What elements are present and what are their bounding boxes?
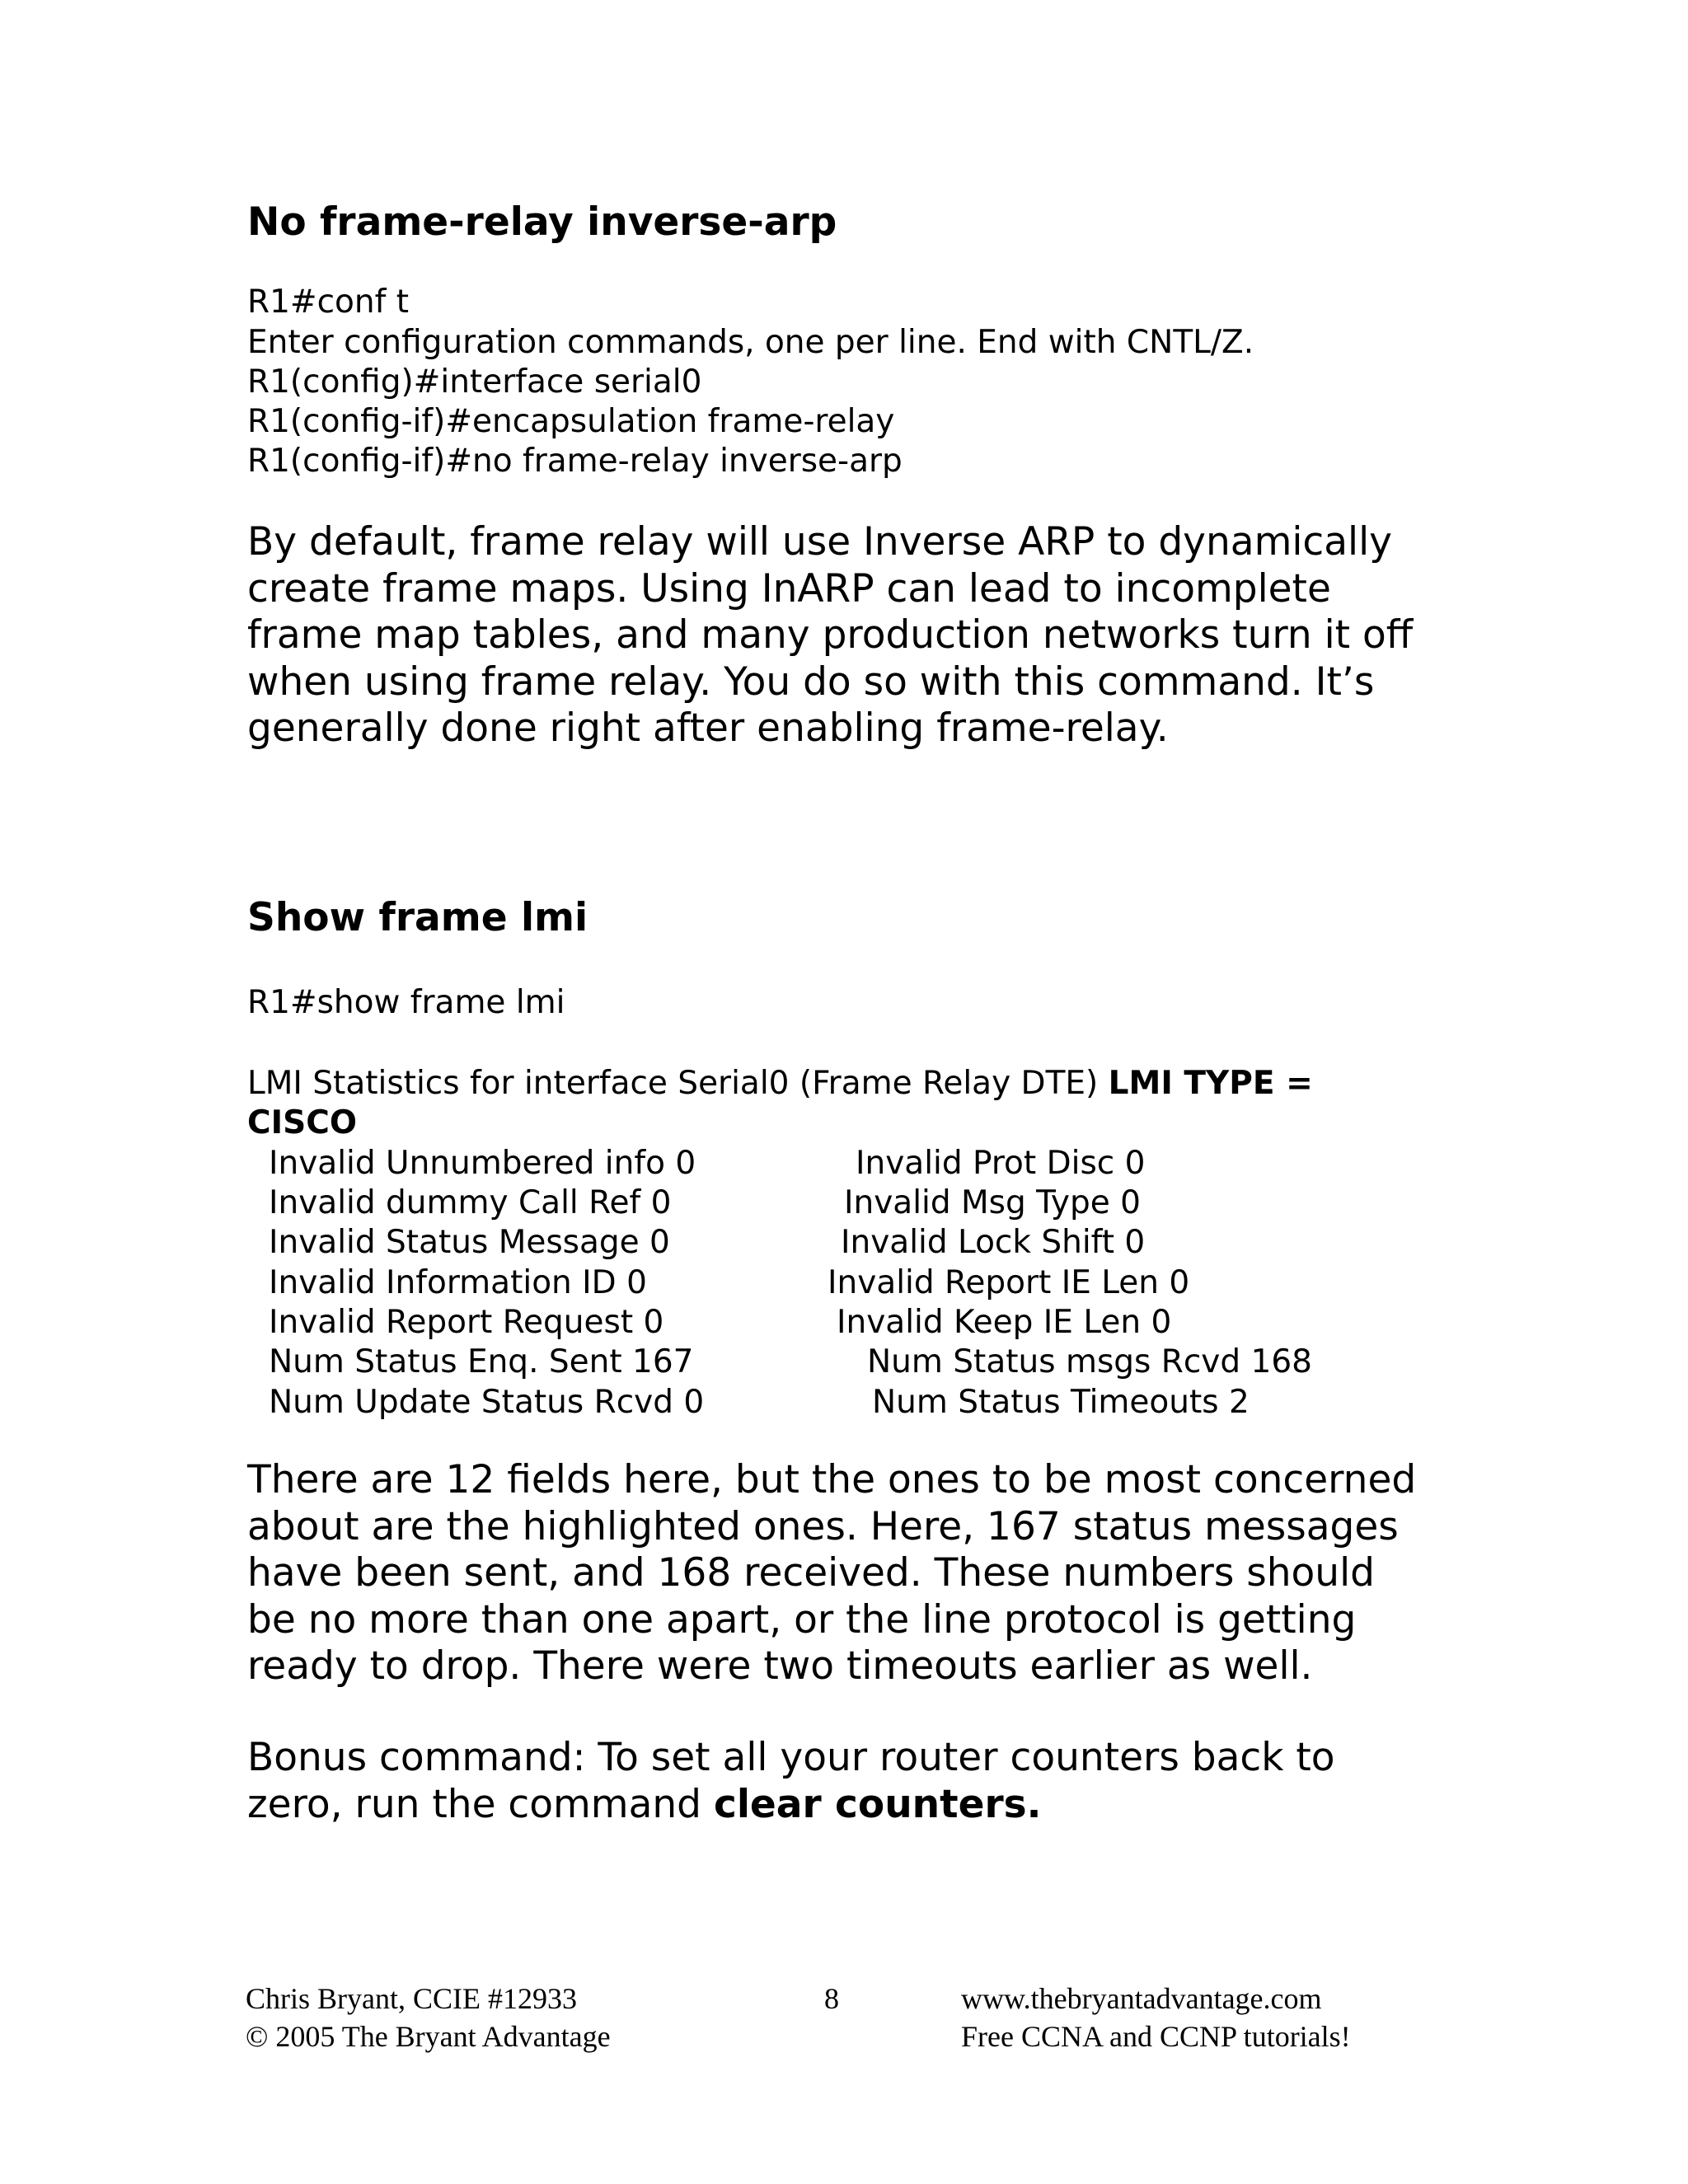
code-line: R1(config)#interface serial0 xyxy=(247,363,702,401)
code-line: R1(config-if)#encapsulation frame-relay xyxy=(247,403,895,440)
footer-author: Chris Bryant, CCIE #12933 xyxy=(246,1982,577,2015)
stat-right: Num Status msgs Rcvd 168 xyxy=(867,1343,1312,1380)
stat-right: Num Status Timeouts 2 xyxy=(872,1384,1250,1421)
paragraph-line: By default, frame relay will use Inverse ARP to dynamically xyxy=(247,519,1392,565)
footer-website: www.thebryantadvantage.com xyxy=(961,1982,1322,2015)
paragraph-line: There are 12 fields here, but the ones to be most concerned xyxy=(247,1457,1417,1502)
code-line: R1#conf t xyxy=(247,284,410,321)
code-line: Enter configuration commands, one per line. End with CNTL/Z. xyxy=(247,324,1254,361)
stat-left: Invalid Report Request 0 xyxy=(269,1304,664,1341)
stat-left: Num Status Enq. Sent 167 xyxy=(269,1343,694,1380)
stat-right: Invalid Msg Type 0 xyxy=(844,1184,1141,1221)
footer-copyright: © 2005 The Bryant Advantage xyxy=(246,2020,611,2053)
stat-right: Invalid Keep IE Len 0 xyxy=(837,1304,1172,1341)
stat-left: Num Update Status Rcvd 0 xyxy=(269,1384,705,1421)
stats-title xyxy=(247,1063,1313,1104)
stat-left: Invalid Information ID 0 xyxy=(269,1264,647,1301)
paragraph-line: ready to drop. There were two timeouts earlier as well. xyxy=(247,1643,1313,1689)
paragraph-line xyxy=(247,1782,1451,1829)
stats-title-lmi-type: LMI TYPE = xyxy=(1108,1065,1313,1102)
footer-page-number: 8 xyxy=(824,1982,839,2015)
footer-tagline: Free CCNA and CCNP tutorials! xyxy=(961,2020,1351,2053)
stat-right: Invalid Report IE Len 0 xyxy=(828,1264,1190,1301)
paragraph-line: have been sent, and 168 received. These numbers should xyxy=(247,1550,1375,1596)
paragraph-line: frame map tables, and many production networks turn it off xyxy=(247,612,1414,658)
bonus-command: clear counters. xyxy=(713,1781,1042,1827)
paragraph-line: about are the highlighted ones. Here, 167 status messages xyxy=(247,1503,1399,1549)
stat-left: Invalid dummy Call Ref 0 xyxy=(269,1184,672,1221)
stat-left: Invalid Status Message 0 xyxy=(269,1224,670,1261)
stat-right: Invalid Lock Shift 0 xyxy=(841,1224,1146,1261)
section-heading-show-frame-lmi: Show frame lmi xyxy=(247,895,588,940)
paragraph-inverse-arp xyxy=(247,519,1451,752)
code-line: R1(config-if)#no frame-relay inverse-arp xyxy=(247,443,903,480)
bonus-text: zero, run the command xyxy=(247,1781,714,1827)
paragraph-line: generally done right after enabling frame-relay. xyxy=(247,705,1169,751)
paragraph-line: be no more than one apart, or the line protocol is getting xyxy=(247,1596,1357,1643)
paragraph-line: Bonus command: To set all your router counters back to xyxy=(247,1735,1335,1780)
section-heading-inverse-arp: No frame-relay inverse-arp xyxy=(247,199,837,245)
paragraph-line: when using frame relay. You do so with this command. It’s xyxy=(247,658,1375,705)
stats-title-text: LMI Statistics for interface Serial0 (Frame Relay DTE) xyxy=(247,1065,1109,1102)
paragraph-line: create frame maps. Using InARP can lead to incomplete xyxy=(247,565,1331,612)
stat-left: Invalid Unnumbered info 0 xyxy=(269,1145,696,1182)
stats-title-cisco: CISCO xyxy=(247,1104,357,1141)
paragraph-lmi-explanation xyxy=(247,1457,1451,1690)
paragraph-bonus-command xyxy=(247,1735,1451,1828)
command-line: R1#show frame lmi xyxy=(247,984,565,1021)
stat-right: Invalid Prot Disc 0 xyxy=(856,1145,1146,1182)
